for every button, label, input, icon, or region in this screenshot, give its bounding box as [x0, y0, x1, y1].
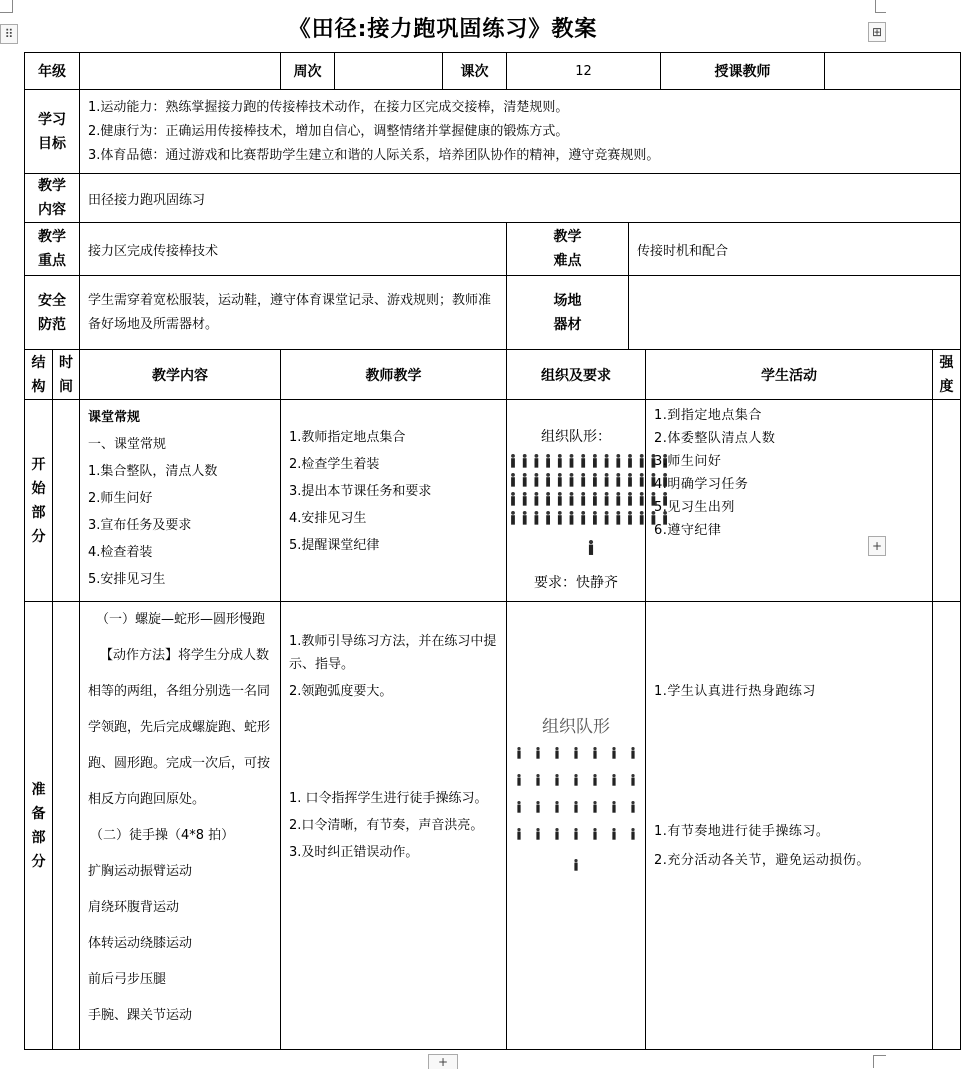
start-content-item: 2.师生问好 — [88, 491, 153, 506]
prep-content[interactable] — [80, 602, 281, 1050]
start-teacher[interactable] — [281, 400, 507, 602]
student-figure-icon — [612, 747, 615, 759]
grade-label: 年级 — [25, 53, 80, 90]
difficulty-value[interactable]: 传接时机和配合 — [629, 223, 961, 276]
student-figure-icon — [570, 454, 574, 468]
student-item: 6.遵守纪律 — [654, 523, 722, 538]
student-item: 3.师生问好 — [654, 454, 722, 469]
student-figure-icon — [517, 828, 520, 840]
grade-value[interactable] — [80, 53, 281, 90]
prep-content-item: 体转运动绕膝运动 — [88, 936, 193, 951]
start-content-title: 课堂常规 — [88, 410, 141, 425]
student-figure-icon — [593, 492, 597, 506]
teacher-label: 授课教师 — [661, 53, 825, 90]
student-figure-icon — [558, 511, 562, 525]
teacher-item: 3.提出本节课任务和要求 — [289, 484, 432, 499]
teacher-item: 2.检查学生着装 — [289, 457, 380, 472]
student-figure-icon — [511, 492, 515, 506]
student-item: 1.学生认真进行热身跑练习 — [654, 684, 816, 699]
student-figure-icon — [631, 747, 634, 759]
student-figure-icon — [536, 801, 539, 813]
student-figure-icon — [523, 492, 527, 506]
difficulty-label: 教学 难点 — [507, 223, 629, 276]
student-figure-icon — [612, 828, 615, 840]
add-column-button[interactable]: + — [868, 536, 886, 556]
prep-student[interactable] — [646, 602, 933, 1050]
student-figure-icon — [605, 454, 609, 468]
start-content-item: 5.安排见习生 — [88, 572, 166, 587]
student-figure-icon — [593, 828, 596, 840]
column-structure: 结 构 — [25, 350, 53, 400]
student-figure-icon — [574, 801, 577, 813]
lesson-plan-table — [24, 52, 961, 1050]
column-intensity: 强 度 — [933, 350, 961, 400]
student-figure-icon — [536, 828, 539, 840]
teacher-value[interactable] — [825, 53, 961, 90]
start-content-item: 1.集合整队，清点人数 — [88, 464, 218, 479]
teacher-item: 2.领跑弧度要大。 — [289, 684, 393, 699]
prep-content-item: （一）螺旋—蛇形—圆形慢跑 — [96, 612, 266, 627]
add-row-button[interactable]: + — [428, 1054, 458, 1069]
prep-formation-diagram-icon — [511, 747, 641, 877]
student-figure-icon — [511, 454, 515, 468]
student-figure-icon — [631, 801, 634, 813]
column-time: 时 间 — [53, 350, 80, 400]
student-figure-icon — [616, 492, 620, 506]
key-points-label: 教学 重点 — [25, 223, 80, 276]
venue-value[interactable] — [629, 276, 961, 350]
prep-content-item: 肩绕环腹背运动 — [88, 900, 180, 915]
student-item: 1.到指定地点集合 — [654, 408, 762, 423]
prep-content-item: （二）徒手操（4*8 拍） — [90, 828, 235, 843]
student-figure-icon — [558, 492, 562, 506]
table-move-handle-icon[interactable]: ⠿ — [0, 24, 18, 44]
student-figure-icon — [640, 492, 644, 506]
objective-item: 1.运动能力：熟练掌握接力跑的传接棒技术动作，在接力区完成交接棒，清楚规则。 — [88, 99, 569, 115]
student-figure-icon — [612, 774, 615, 786]
objectives-list[interactable] — [80, 90, 961, 174]
key-points-value[interactable]: 接力区完成传接棒技术 — [80, 223, 507, 276]
student-figure-icon — [574, 747, 577, 759]
student-figure-icon — [616, 511, 620, 525]
student-figure-icon — [555, 747, 558, 759]
student-figure-icon — [640, 473, 644, 487]
safety-label: 安全 防范 — [25, 276, 80, 350]
student-figure-icon — [546, 473, 550, 487]
student-figure-icon — [605, 511, 609, 525]
prep-content-item: 前后弓步压腿 — [88, 972, 167, 987]
student-figure-icon — [511, 473, 515, 487]
student-figure-icon — [535, 511, 539, 525]
student-item: 4.明确学习任务 — [654, 477, 749, 492]
student-figure-icon — [558, 473, 562, 487]
student-figure-icon — [536, 774, 539, 786]
prep-intensity[interactable] — [933, 602, 961, 1050]
student-figure-icon — [631, 774, 634, 786]
prep-formation-label: 组织队形 — [542, 717, 610, 737]
student-figure-icon — [511, 511, 515, 525]
start-org[interactable] — [507, 400, 646, 602]
safety-value[interactable]: 学生需穿着宽松服装，运动鞋，遵守体育课堂记录、游戏规则；教师准备好场地及所需器材。 — [80, 276, 507, 350]
start-content-item: 4.检查着装 — [88, 545, 153, 560]
student-figure-icon — [581, 492, 585, 506]
student-figure-icon — [574, 774, 577, 786]
student-figure-icon — [628, 454, 632, 468]
student-figure-icon — [593, 511, 597, 525]
start-content-item: 3.宣布任务及要求 — [88, 518, 192, 533]
start-content[interactable] — [80, 400, 281, 602]
start-content-item: 一、课堂常规 — [88, 437, 167, 452]
student-figure-icon — [570, 511, 574, 525]
student-figure-icon — [593, 774, 596, 786]
student-figure-icon — [640, 511, 644, 525]
student-item: 2.体委整队清点人数 — [654, 431, 776, 446]
teacher-item: 1. 口令指挥学生进行徒手操练习。 — [289, 791, 488, 806]
student-figure-icon — [555, 801, 558, 813]
student-figure-icon — [558, 454, 562, 468]
student-figure-icon — [628, 473, 632, 487]
table-properties-icon[interactable]: ⊞ — [868, 22, 886, 42]
column-student: 学生活动 — [646, 350, 933, 400]
student-figure-icon — [574, 828, 577, 840]
start-intensity[interactable] — [933, 400, 961, 602]
student-figure-icon — [581, 454, 585, 468]
student-item: 1.有节奏地进行徒手操练习。 — [654, 824, 830, 839]
lesson-value[interactable]: 12 — [507, 53, 661, 90]
student-figure-icon — [605, 473, 609, 487]
corner-mark-bottom-right — [873, 1055, 886, 1068]
student-figure-icon — [535, 473, 539, 487]
start-section-label: 开 始 部 分 — [25, 400, 53, 602]
objective-item: 2.健康行为：正确运用传接棒技术，增加自信心，调整情绪并掌握健康的锻炼方式。 — [88, 123, 569, 139]
student-figure-icon — [517, 774, 520, 786]
teacher-item: 2.口令清晰，有节奏，声音洪亮。 — [289, 818, 484, 833]
prep-content-item: 手腕、踝关节运动 — [88, 1008, 193, 1023]
content-label: 教学 内容 — [25, 174, 80, 223]
week-label: 周次 — [281, 53, 335, 90]
student-figure-icon — [523, 473, 527, 487]
student-item: 2.充分活动各关节，避免运动损伤。 — [654, 853, 870, 868]
student-figure-icon — [616, 454, 620, 468]
student-figure-icon — [523, 454, 527, 468]
student-figure-icon — [536, 747, 539, 759]
column-teacher: 教师教学 — [281, 350, 507, 400]
page-title: 《田径:接力跑巩固练习》教案 — [288, 17, 598, 42]
column-content: 教学内容 — [80, 350, 281, 400]
student-figure-icon — [581, 511, 585, 525]
teacher-item: 1.教师引导练习方法，并在练习中提示、指导。 — [289, 634, 497, 672]
content-value[interactable]: 田径接力跑巩固练习 — [80, 174, 961, 223]
venue-label: 场地 器材 — [507, 276, 629, 350]
student-figure-icon — [640, 454, 644, 468]
student-figure-icon — [581, 473, 585, 487]
student-figure-icon — [593, 801, 596, 813]
teacher-item: 4.安排见习生 — [289, 511, 367, 526]
student-figure-icon — [616, 473, 620, 487]
student-figure-icon — [546, 511, 550, 525]
student-figure-icon — [570, 492, 574, 506]
student-figure-icon — [593, 454, 597, 468]
lesson-label: 课次 — [443, 53, 507, 90]
teacher-item: 3.及时纠正错误动作。 — [289, 845, 419, 860]
student-figure-icon — [546, 492, 550, 506]
student-figure-icon — [555, 828, 558, 840]
student-figure-icon — [612, 801, 615, 813]
teacher-figure-icon — [574, 859, 577, 871]
student-figure-icon — [570, 473, 574, 487]
formation-label: 组织队形： — [541, 429, 611, 445]
prep-org[interactable] — [507, 602, 646, 1050]
prep-content-item: 【动作方法】将学生分成人数相等的两组，各组分别选一名同学领跑，先后完成螺旋跑、蛇形跑、圆形跑。完成一次后，可按相反方向跑回原处。 — [88, 648, 271, 807]
teacher-item: 1.教师指定地点集合 — [289, 430, 406, 445]
student-figure-icon — [628, 511, 632, 525]
start-time[interactable] — [53, 400, 80, 602]
week-value[interactable] — [335, 53, 443, 90]
start-student[interactable] — [646, 400, 933, 602]
student-figure-icon — [631, 828, 634, 840]
prep-teacher[interactable] — [281, 602, 507, 1050]
student-figure-icon — [555, 774, 558, 786]
student-figure-icon — [605, 492, 609, 506]
student-figure-icon — [535, 492, 539, 506]
student-figure-icon — [517, 747, 520, 759]
student-figure-icon — [593, 747, 596, 759]
student-figure-icon — [535, 454, 539, 468]
student-figure-icon — [593, 473, 597, 487]
objective-item: 3.体育品德：通过游戏和比赛帮助学生建立和谐的人际关系，培养团队协作的精神，遵守竞赛规则。 — [88, 147, 660, 163]
student-figure-icon — [517, 801, 520, 813]
student-item: 5.见习生出列 — [654, 500, 735, 515]
prep-section-label: 准 备 部 分 — [25, 602, 53, 1050]
teacher-item: 5.提醒课堂纪律 — [289, 538, 380, 553]
prep-time[interactable] — [53, 602, 80, 1050]
objectives-label: 学习 目标 — [25, 90, 80, 174]
teacher-figure-icon — [589, 540, 593, 555]
column-org: 组织及要求 — [507, 350, 646, 400]
student-figure-icon — [546, 454, 550, 468]
formation-requirement: 要求：快静齐 — [534, 575, 618, 591]
student-figure-icon — [628, 492, 632, 506]
student-figure-icon — [523, 511, 527, 525]
prep-content-item: 扩胸运动振臂运动 — [88, 864, 193, 879]
